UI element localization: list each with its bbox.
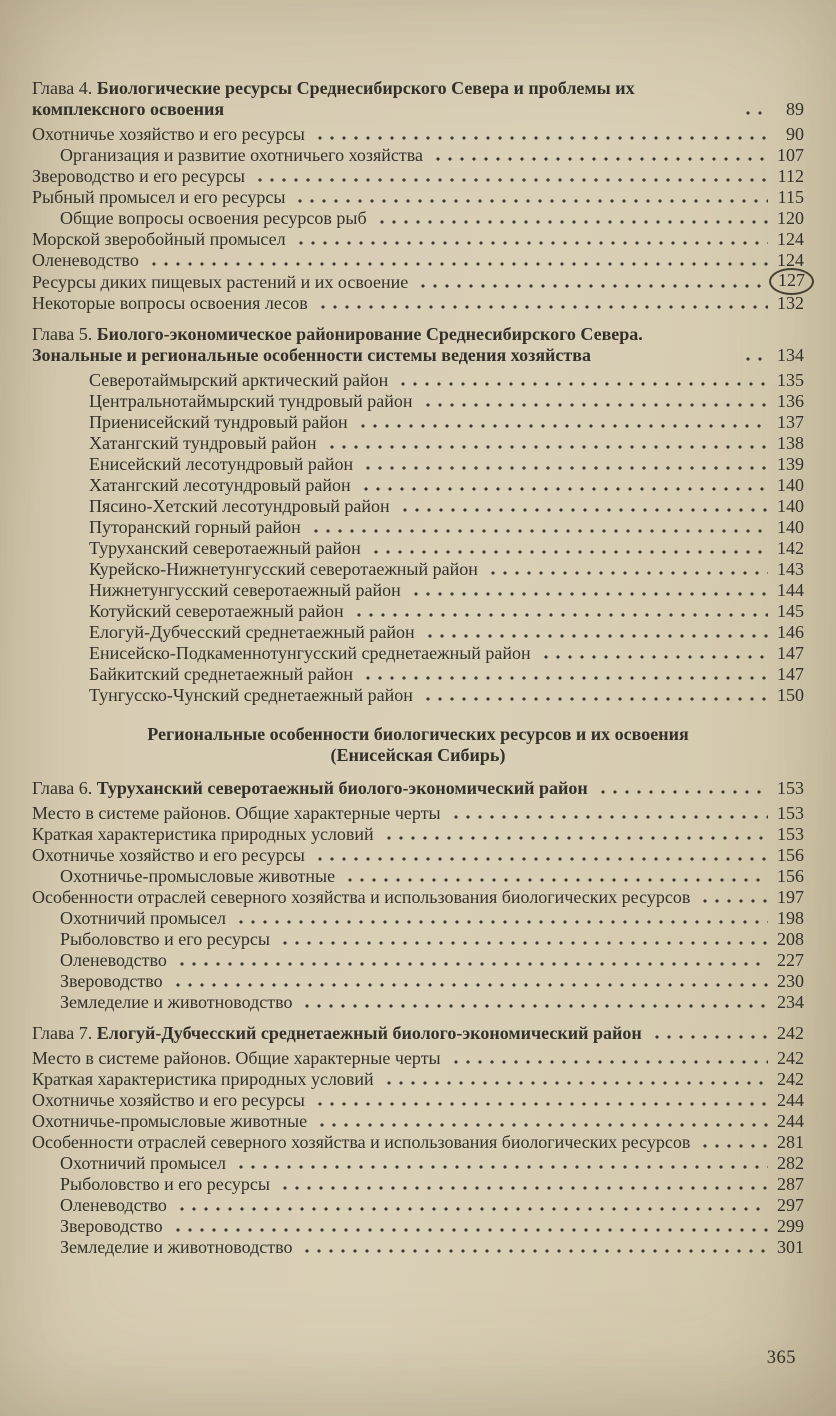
dot-leader xyxy=(235,920,768,924)
toc-entry xyxy=(32,1174,804,1195)
toc-entry xyxy=(32,1069,804,1090)
dot-leader xyxy=(742,111,768,115)
entry-title: Оленеводство xyxy=(60,950,167,970)
entry-title: Оленеводство xyxy=(32,250,139,270)
entry-page: 156 xyxy=(777,845,804,865)
regional-section-heading xyxy=(32,724,804,766)
chapter-number: Глава 5. xyxy=(32,324,97,344)
entry-title: Рыболовство и его ресурсы xyxy=(60,929,270,949)
toc-entry xyxy=(32,370,804,391)
dot-leader xyxy=(742,357,768,361)
toc-entry xyxy=(32,685,804,706)
dot-leader xyxy=(148,262,768,266)
section-heading-line: Региональные особенности биологических ресурсов и их освоения xyxy=(147,724,689,744)
toc-entry xyxy=(32,845,804,866)
dot-leader xyxy=(362,466,768,470)
entry-page: 299 xyxy=(777,1216,804,1236)
entry-page: 146 xyxy=(777,622,804,642)
entry-title: Пясино-Хетский лесотундровый район xyxy=(89,496,390,516)
entry-title: Туруханский северотаежный район xyxy=(89,538,361,558)
entry-page: 142 xyxy=(777,538,804,558)
entry-title: Охотничий промысел xyxy=(60,1153,226,1173)
entry-page: 153 xyxy=(777,778,804,798)
entry-page: 140 xyxy=(777,475,804,495)
toc-entry xyxy=(32,166,804,187)
dot-leader xyxy=(540,655,768,659)
entry-title: Некоторые вопросы освоения лесов xyxy=(32,293,308,313)
entry-page: 242 xyxy=(777,1048,804,1068)
toc-entry xyxy=(32,824,804,845)
entry-page: 143 xyxy=(777,559,804,579)
toc-entry xyxy=(32,124,804,145)
entry-page: 144 xyxy=(777,580,804,600)
entry-title: Северотаймырский арктический район xyxy=(89,370,389,390)
toc-entry xyxy=(32,1195,804,1216)
entry-title: Организация и развитие охотничьего хозяйства xyxy=(60,145,424,165)
entry-title: Ресурсы диких пищевых растений и их освоение xyxy=(32,272,409,292)
entry-page: 301 xyxy=(777,1237,804,1257)
dot-leader xyxy=(317,305,768,309)
entry-title: Центральнотаймырский тундровый район xyxy=(89,391,413,411)
toc-entry xyxy=(32,1153,804,1174)
toc-entry xyxy=(32,517,804,538)
entry-title: Путоранский горный район xyxy=(89,517,301,537)
dot-leader xyxy=(295,241,768,245)
entry-page: 153 xyxy=(777,824,804,844)
dot-leader xyxy=(254,178,768,182)
toc-entry xyxy=(32,559,804,580)
dot-leader xyxy=(353,613,768,617)
entry-page: 137 xyxy=(777,412,804,432)
page-number-footer: 365 xyxy=(766,1348,796,1368)
dot-leader xyxy=(424,634,768,638)
toc-entry xyxy=(32,391,804,412)
dot-leader xyxy=(279,941,768,945)
dot-leader xyxy=(360,487,768,491)
dot-leader xyxy=(314,857,768,861)
dot-leader xyxy=(362,676,768,680)
dot-leader xyxy=(314,136,768,140)
entry-page: 89 xyxy=(786,99,804,119)
entry-page: 244 xyxy=(777,1111,804,1131)
chapter-title-text: Биологические ресурсы Среднесибирского Севера и проблемы их комплексного освоения xyxy=(32,78,635,119)
entry-title xyxy=(32,1023,642,1044)
dot-leader xyxy=(399,508,768,512)
entry-page: 124 xyxy=(777,250,804,270)
toc-entry xyxy=(32,887,804,908)
entry-page: 297 xyxy=(777,1195,804,1215)
toc-entry xyxy=(32,293,804,314)
toc-entry xyxy=(32,1216,804,1237)
entry-page: 107 xyxy=(777,145,804,165)
entry-title: Краткая характеристика природных условий xyxy=(32,1069,374,1089)
dot-leader xyxy=(417,284,761,288)
entry-title: Тунгусско-Чунский среднетаежный район xyxy=(89,685,413,705)
entry-title: Котуйский северотаежный район xyxy=(89,601,344,621)
toc-entry xyxy=(32,1237,804,1258)
entry-page: 134 xyxy=(777,345,804,365)
toc-chapter-entry xyxy=(32,778,804,799)
entry-title: Рыбный промысел и его ресурсы xyxy=(32,187,286,207)
dot-leader xyxy=(279,1186,768,1190)
entry-page: 242 xyxy=(777,1069,804,1089)
entry-page: 135 xyxy=(777,370,804,390)
entry-page: 138 xyxy=(777,433,804,453)
toc-entry xyxy=(32,866,804,887)
dot-leader xyxy=(172,1228,768,1232)
entry-title: Оленеводство xyxy=(60,1195,167,1215)
entry-title: Общие вопросы освоения ресурсов рыб xyxy=(60,208,367,228)
toc-entry xyxy=(32,145,804,166)
toc-entry xyxy=(32,433,804,454)
entry-page: 112 xyxy=(777,166,804,186)
entry-title: Охотничье хозяйство и его ресурсы xyxy=(32,1090,305,1110)
dot-leader xyxy=(376,220,768,224)
dot-leader xyxy=(699,1144,768,1148)
entry-page: 139 xyxy=(777,454,804,474)
dot-leader xyxy=(410,592,768,596)
toc-entry xyxy=(32,1090,804,1111)
entry-title: Охотничье-промысловые животные xyxy=(32,1111,308,1131)
dot-leader xyxy=(326,445,768,449)
dot-leader xyxy=(397,382,768,386)
toc-chapter-entry xyxy=(32,324,804,366)
dot-leader xyxy=(422,697,768,701)
dot-leader xyxy=(651,1035,768,1039)
toc-entry xyxy=(32,803,804,824)
entry-page: 147 xyxy=(777,664,804,684)
toc-entry xyxy=(32,643,804,664)
entry-page: 287 xyxy=(777,1174,804,1194)
toc-entry xyxy=(32,992,804,1013)
toc-entry xyxy=(32,208,804,229)
dot-leader xyxy=(450,1060,768,1064)
toc-entry xyxy=(32,908,804,929)
entry-page: 282 xyxy=(777,1153,804,1173)
chapter-number: Глава 7. xyxy=(32,1023,97,1043)
entry-page: 230 xyxy=(777,971,804,991)
entry-title: Приенисейский тундровый район xyxy=(89,412,348,432)
entry-page: 234 xyxy=(777,992,804,1012)
toc-chapter-entry xyxy=(32,78,804,120)
dot-leader xyxy=(357,424,768,428)
entry-page: 198 xyxy=(777,908,804,928)
toc-entry xyxy=(32,496,804,517)
entry-title xyxy=(32,324,733,366)
entry-page: 156 xyxy=(777,866,804,886)
entry-title: Охотничье-промысловые животные xyxy=(60,866,336,886)
dot-leader xyxy=(301,1249,768,1253)
entry-page: 147 xyxy=(777,643,804,663)
entry-title: Земледелие и животноводство xyxy=(60,1237,293,1257)
dot-leader xyxy=(316,1123,768,1127)
entry-title: Охотничий промысел xyxy=(60,908,226,928)
entry-page: 281 xyxy=(777,1132,804,1152)
chapter-title-text: Туруханский северотаежный биолого-экономический район xyxy=(96,778,588,798)
entry-page: 136 xyxy=(777,391,804,411)
toc-entry xyxy=(32,1048,804,1069)
chapter-title-text: Биолого-экономическое районирование Среднесибирского Севера. Зональные и региональные особенности системы ведения хозяйства xyxy=(32,324,643,365)
entry-title: Звероводство xyxy=(60,971,163,991)
entry-title: Морской зверобойный промысел xyxy=(32,229,286,249)
entry-page: 227 xyxy=(777,950,804,970)
toc-entry xyxy=(32,229,804,250)
entry-title: Хатангский тундровый район xyxy=(89,433,317,453)
entry-page: 132 xyxy=(777,293,804,313)
dot-leader xyxy=(176,1207,768,1211)
entry-title: Особенности отраслей северного хозяйства и использования биологических ресурсов xyxy=(32,887,691,907)
dot-leader xyxy=(172,983,768,987)
toc-entry xyxy=(32,412,804,433)
dot-leader xyxy=(487,571,768,575)
entry-title: Рыболовство и его ресурсы xyxy=(60,1174,270,1194)
toc-chapter-entry xyxy=(32,1023,804,1044)
dot-leader xyxy=(176,962,768,966)
toc-entry xyxy=(32,454,804,475)
entry-title xyxy=(32,778,588,799)
entry-page: 244 xyxy=(777,1090,804,1110)
entry-title: Звероводство и его ресурсы xyxy=(32,166,245,186)
toc-entry xyxy=(32,622,804,643)
entry-title: Охотничье хозяйство и его ресурсы xyxy=(32,845,305,865)
dot-leader xyxy=(310,529,768,533)
dot-leader xyxy=(314,1102,768,1106)
toc-entry xyxy=(32,271,804,293)
dot-leader xyxy=(344,878,768,882)
entry-title: Байкитский среднетаежный район xyxy=(89,664,354,684)
toc-entry xyxy=(32,187,804,208)
toc-entry xyxy=(32,475,804,496)
chapter-number: Глава 4. xyxy=(32,78,97,98)
entry-page: 242 xyxy=(777,1023,804,1043)
toc-entry xyxy=(32,580,804,601)
entry-title: Краткая характеристика природных условий xyxy=(32,824,374,844)
entry-title: Место в системе районов. Общие характерные черты xyxy=(32,803,441,823)
toc-entry xyxy=(32,1111,804,1132)
entry-page: 115 xyxy=(777,187,804,207)
dot-leader xyxy=(370,550,768,554)
section-heading-line: (Енисейская Сибирь) xyxy=(330,745,506,765)
toc-entry xyxy=(32,950,804,971)
entry-title: Енисейский лесотундровый район xyxy=(89,454,354,474)
table-of-contents xyxy=(32,78,804,1258)
dot-leader xyxy=(383,836,768,840)
dot-leader xyxy=(235,1165,768,1169)
dot-leader xyxy=(699,899,768,903)
dot-leader xyxy=(450,815,768,819)
entry-title xyxy=(32,78,733,120)
entry-title: Енисейско-Подкаменнотунгусский среднетаежный район xyxy=(89,643,531,663)
entry-title: Елогуй-Дубчесский среднетаежный район xyxy=(89,622,415,642)
entry-title: Охотничье хозяйство и его ресурсы xyxy=(32,124,305,144)
dot-leader xyxy=(294,199,768,203)
entry-page: 140 xyxy=(777,517,804,537)
entry-title: Особенности отраслей северного хозяйства и использования биологических ресурсов xyxy=(32,1132,691,1152)
entry-page: 153 xyxy=(777,803,804,823)
chapter-title-text: Елогуй-Дубчесский среднетаежный биолого-экономический район xyxy=(96,1023,642,1043)
entry-page: 150 xyxy=(777,685,804,705)
entry-title: Место в системе районов. Общие характерные черты xyxy=(32,1048,441,1068)
dot-leader xyxy=(383,1081,768,1085)
entry-page: 145 xyxy=(777,601,804,621)
dot-leader xyxy=(432,157,768,161)
dot-leader xyxy=(301,1004,768,1008)
entry-title: Хатангский лесотундровый район xyxy=(89,475,351,495)
toc-entry xyxy=(32,601,804,622)
chapter-number: Глава 6. xyxy=(32,778,97,798)
toc-entry xyxy=(32,929,804,950)
dot-leader xyxy=(422,403,768,407)
entry-page: 90 xyxy=(786,124,804,144)
dot-leader xyxy=(597,790,768,794)
toc-entry xyxy=(32,538,804,559)
toc-entry xyxy=(32,250,804,271)
entry-title: Земледелие и животноводство xyxy=(60,992,293,1012)
toc-entry xyxy=(32,1132,804,1153)
entry-page: 140 xyxy=(777,496,804,516)
entry-page: 120 xyxy=(777,208,804,228)
entry-page: 208 xyxy=(777,929,804,949)
entry-title: Звероводство xyxy=(60,1216,163,1236)
toc-entry xyxy=(32,971,804,992)
entry-page-circled: 127 xyxy=(769,268,814,295)
entry-title: Нижнетунгусский северотаежный район xyxy=(89,580,401,600)
entry-title: Курейско-Нижнетунгусский северотаежный район xyxy=(89,559,478,579)
toc-entry xyxy=(32,664,804,685)
entry-page: 197 xyxy=(777,887,804,907)
entry-page: 124 xyxy=(777,229,804,249)
